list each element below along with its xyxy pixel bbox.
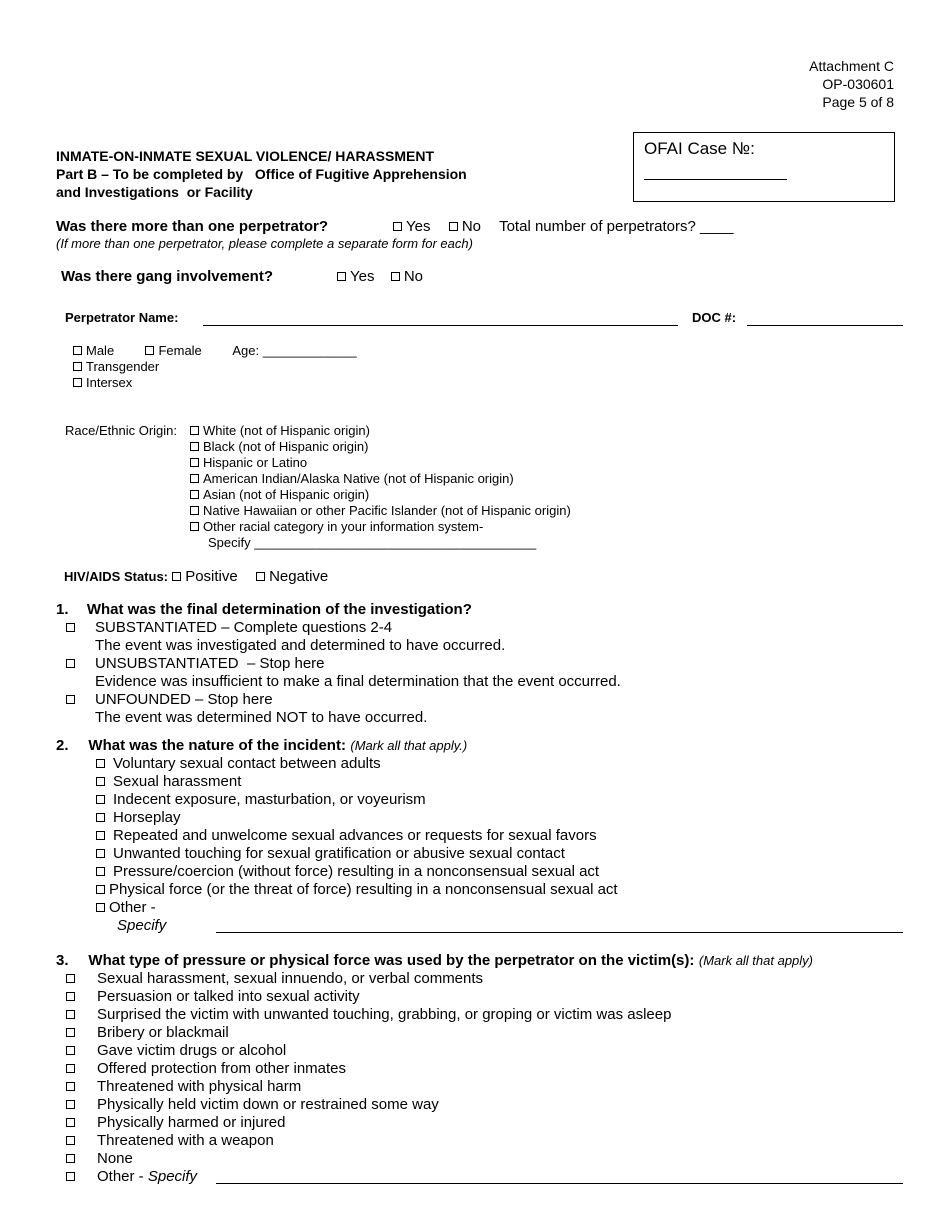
force-option: Offered protection from other inmates bbox=[66, 1060, 671, 1078]
race-option: Other racial category in your information system- bbox=[190, 519, 571, 535]
force-option: Threatened with physical harm bbox=[66, 1078, 671, 1096]
perpetrator-name-field[interactable] bbox=[203, 325, 678, 326]
incident-checkbox[interactable] bbox=[96, 759, 105, 768]
question-3 bbox=[56, 952, 813, 970]
force-checkbox[interactable] bbox=[66, 1064, 75, 1073]
incident-other-specify-field[interactable] bbox=[216, 932, 903, 933]
force-other-specify-field[interactable] bbox=[216, 1183, 903, 1184]
race-checkbox[interactable] bbox=[190, 458, 199, 467]
question-note: (Mark all that apply) bbox=[698, 953, 814, 968]
total-perpetrators-field[interactable]: ____ bbox=[700, 218, 734, 235]
option-description: The event was investigated and determined to have occurred. bbox=[95, 637, 506, 654]
race-checkbox[interactable] bbox=[190, 426, 199, 435]
question-text: What was the nature of the incident: bbox=[88, 737, 346, 754]
force-option: Gave victim drugs or alcohol bbox=[66, 1042, 671, 1060]
incident-checkbox[interactable] bbox=[96, 813, 105, 822]
force-checkbox[interactable] bbox=[66, 974, 75, 983]
incident-checkbox[interactable] bbox=[96, 885, 105, 894]
race-option: Asian (not of Hispanic origin) bbox=[190, 487, 571, 503]
question-2 bbox=[56, 737, 467, 755]
question-note: (Mark all that apply.) bbox=[350, 738, 468, 753]
perpetrator-count-label: Was there more than one perpetrator? bbox=[56, 218, 328, 235]
hiv-negative-checkbox[interactable] bbox=[256, 572, 265, 581]
no-label: No bbox=[461, 218, 482, 235]
total-perpetrators-label: Total number of perpetrators? bbox=[499, 218, 696, 235]
force-checkbox[interactable] bbox=[66, 1154, 75, 1163]
race-option: White (not of Hispanic origin) bbox=[190, 423, 571, 439]
race-checkbox[interactable] bbox=[190, 442, 199, 451]
no-label: No bbox=[403, 268, 424, 285]
case-number-field[interactable] bbox=[644, 179, 787, 180]
question-1-options bbox=[66, 619, 621, 727]
force-checkbox[interactable] bbox=[66, 1046, 75, 1055]
incident-checkbox[interactable] bbox=[96, 849, 105, 858]
case-number-box bbox=[633, 132, 895, 202]
race-label: Race/Ethnic Origin: bbox=[65, 423, 177, 438]
race-options bbox=[190, 423, 571, 551]
incident-checkbox[interactable] bbox=[96, 777, 105, 786]
race-option: Hispanic or Latino bbox=[190, 455, 571, 471]
gang-question: Was there gang involvement? bbox=[61, 268, 273, 285]
yes-label: Yes bbox=[406, 218, 431, 235]
gang-no-checkbox[interactable] bbox=[391, 272, 400, 281]
incident-option: Sexual harassment bbox=[96, 773, 618, 791]
male-label: Male bbox=[86, 343, 115, 358]
positive-label: Positive bbox=[185, 568, 238, 585]
force-checkbox[interactable] bbox=[66, 1010, 75, 1019]
incident-option: Horseplay bbox=[96, 809, 618, 827]
doc-number-label: DOC #: bbox=[692, 310, 737, 325]
perpetrator-note: (If more than one perpetrator, please complete a separate form for each) bbox=[56, 236, 473, 251]
force-option: Sexual harassment, sexual innuendo, or verbal comments bbox=[66, 970, 671, 988]
gender-section bbox=[73, 343, 357, 391]
perpetrator-count-options bbox=[393, 218, 733, 235]
negative-label: Negative bbox=[269, 568, 329, 585]
force-checkbox[interactable] bbox=[66, 1082, 75, 1091]
unfounded-checkbox[interactable] bbox=[66, 695, 75, 704]
question-2-options bbox=[96, 755, 618, 935]
incident-option: Pressure/coercion (without force) resulting in a nonconsensual sexual act bbox=[96, 863, 618, 881]
determination-option: SUBSTANTIATED – Complete questions 2-4 bbox=[66, 619, 621, 637]
question-text: What type of pressure or physical force was used by the perpetrator on the victim(s): bbox=[88, 952, 695, 969]
incident-checkbox[interactable] bbox=[96, 867, 105, 876]
form-title bbox=[56, 147, 467, 201]
race-option: Black (not of Hispanic origin) bbox=[190, 439, 571, 455]
perpetrator-multiple-no-checkbox[interactable] bbox=[449, 222, 458, 231]
question-1 bbox=[56, 601, 472, 618]
force-checkbox[interactable] bbox=[66, 992, 75, 1001]
force-option: Physically held victim down or restrained some way bbox=[66, 1096, 671, 1114]
question-text: What was the final determination of the investigation? bbox=[86, 601, 472, 618]
perpetrator-count-question bbox=[56, 218, 328, 236]
specify-label: Specify bbox=[117, 917, 167, 934]
force-checkbox[interactable] bbox=[66, 1118, 75, 1127]
hiv-positive-checkbox[interactable] bbox=[172, 572, 181, 581]
determination-option: UNFOUNDED – Stop here bbox=[66, 691, 621, 709]
incident-option: Voluntary sexual contact between adults bbox=[96, 755, 618, 773]
hiv-status bbox=[64, 568, 328, 585]
transgender-label: Transgender bbox=[86, 359, 160, 374]
question-number: 1. bbox=[56, 601, 69, 618]
gang-yes-checkbox[interactable] bbox=[337, 272, 346, 281]
title-line-3: and Investigations or Facility bbox=[56, 184, 253, 200]
incident-option: Indecent exposure, masturbation, or voyeurism bbox=[96, 791, 618, 809]
case-number-label: OFAI Case №: bbox=[644, 139, 755, 158]
yes-label: Yes bbox=[350, 268, 375, 285]
perpetrator-name-label: Perpetrator Name: bbox=[65, 310, 179, 325]
force-option: Persuasion or talked into sexual activity bbox=[66, 988, 671, 1006]
race-checkbox[interactable] bbox=[190, 474, 199, 483]
hiv-status-label: HIV/AIDS Status: bbox=[64, 569, 169, 584]
unsubstantiated-checkbox[interactable] bbox=[66, 659, 75, 668]
incident-option: Unwanted touching for sexual gratification or abusive sexual contact bbox=[96, 845, 618, 863]
intersex-label: Intersex bbox=[86, 375, 133, 390]
race-checkbox[interactable] bbox=[190, 490, 199, 499]
male-checkbox[interactable] bbox=[73, 346, 82, 355]
force-option: None bbox=[66, 1150, 671, 1168]
attachment-label: Attachment C bbox=[809, 58, 894, 74]
force-checkbox[interactable] bbox=[66, 1136, 75, 1145]
document-number: OP-030601 bbox=[822, 76, 894, 92]
race-option: Native Hawaiian or other Pacific Islander (not of Hispanic origin) bbox=[190, 503, 571, 519]
title-line-1: INMATE-ON-INMATE SEXUAL VIOLENCE/ HARASSMENT bbox=[56, 148, 435, 164]
page-number: Page 5 of 8 bbox=[822, 94, 894, 110]
force-checkbox[interactable] bbox=[66, 1100, 75, 1109]
gang-options bbox=[337, 268, 423, 285]
determination-option: UNSUBSTANTIATED – Stop here bbox=[66, 655, 621, 673]
race-checkbox[interactable] bbox=[190, 506, 199, 515]
force-option: Surprised the victim with unwanted touching, grabbing, or groping or victim was asleep bbox=[66, 1006, 671, 1024]
age-field[interactable]: _____________ bbox=[262, 343, 357, 358]
question-number: 2. bbox=[56, 737, 69, 754]
force-option: Other - Specify bbox=[66, 1168, 671, 1186]
force-option: Threatened with a weapon bbox=[66, 1132, 671, 1150]
force-option: Bribery or blackmail bbox=[66, 1024, 671, 1042]
question-3-options bbox=[66, 970, 671, 1186]
document-header bbox=[809, 57, 894, 111]
substantiated-checkbox[interactable] bbox=[66, 623, 75, 632]
age-label: Age: bbox=[232, 343, 260, 358]
incident-option: Physical force (or the threat of force) resulting in a nonconsensual sexual act bbox=[96, 881, 618, 899]
incident-other-checkbox[interactable] bbox=[96, 903, 105, 912]
female-checkbox[interactable] bbox=[145, 346, 154, 355]
title-line-2: Part B – To be completed by Office of Fugitive Apprehension bbox=[56, 166, 467, 182]
transgender-checkbox[interactable] bbox=[73, 362, 82, 371]
intersex-checkbox[interactable] bbox=[73, 378, 82, 387]
race-checkbox[interactable] bbox=[190, 522, 199, 531]
perpetrator-multiple-yes-checkbox[interactable] bbox=[393, 222, 402, 231]
race-specify-field[interactable]: Specify _______________________________________ bbox=[208, 535, 537, 550]
female-label: Female bbox=[158, 343, 202, 358]
incident-checkbox[interactable] bbox=[96, 831, 105, 840]
incident-option: Other - bbox=[96, 899, 618, 917]
incident-checkbox[interactable] bbox=[96, 795, 105, 804]
question-number: 3. bbox=[56, 952, 69, 969]
force-other-checkbox[interactable] bbox=[66, 1172, 75, 1181]
doc-number-field[interactable] bbox=[747, 325, 903, 326]
specify-label: Specify bbox=[147, 1168, 198, 1185]
force-checkbox[interactable] bbox=[66, 1028, 75, 1037]
race-option: American Indian/Alaska Native (not of Hispanic origin) bbox=[190, 471, 571, 487]
force-option: Physically harmed or injured bbox=[66, 1114, 671, 1132]
incident-option: Repeated and unwelcome sexual advances or requests for sexual favors bbox=[96, 827, 618, 845]
option-description: Evidence was insufficient to make a final determination that the event occurred. bbox=[95, 673, 621, 690]
option-description: The event was determined NOT to have occurred. bbox=[95, 709, 428, 726]
